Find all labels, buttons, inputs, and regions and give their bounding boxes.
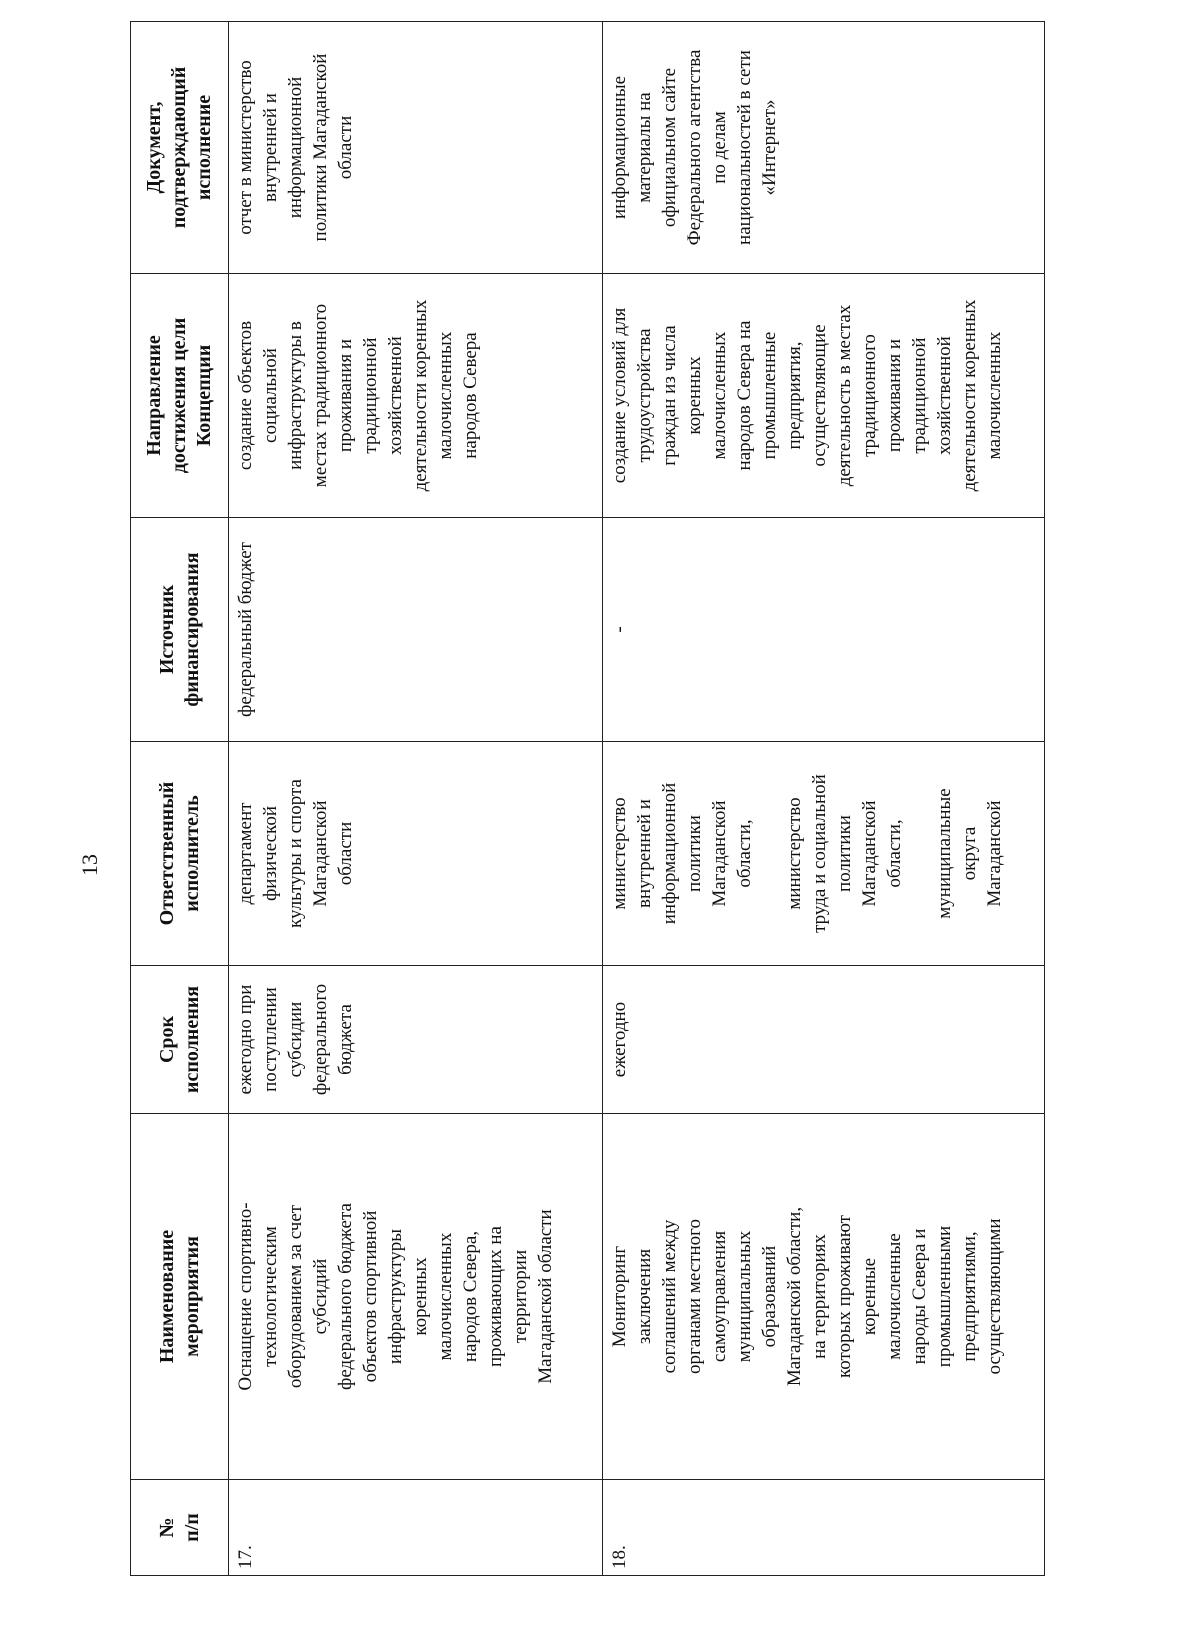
text-line: деятельности коренных <box>410 299 431 492</box>
header-direction <box>131 274 229 518</box>
text-line: традиционного <box>859 334 880 457</box>
text-line: труда и социальной <box>809 774 830 933</box>
row-17-term <box>229 966 603 1114</box>
text-line: мероприятия <box>180 1236 203 1357</box>
text-line: заключения <box>634 1248 655 1345</box>
text-line: местах традиционного <box>310 303 331 488</box>
text-line: поступлении <box>260 987 281 1092</box>
text-line: Магаданской области, <box>784 1206 805 1387</box>
text-line: предприятиями, <box>959 1231 980 1362</box>
text-line: инфраструктуры <box>385 1228 406 1365</box>
table-row <box>603 22 1045 1576</box>
text-line: Оснащение спортивно- <box>235 1202 256 1391</box>
text-line: области, <box>734 819 755 888</box>
header-name <box>131 1114 229 1480</box>
text-line: традиционной <box>909 337 930 454</box>
text-line: физической <box>260 806 281 901</box>
text-line: создание условий для <box>609 307 630 484</box>
text-line: Ответственный <box>155 781 178 926</box>
text-line: официальном сайте <box>659 67 680 228</box>
text-line: области <box>335 115 356 180</box>
text-line: исполнение <box>193 94 215 201</box>
text-line: Магаданской <box>984 800 1005 907</box>
text-line: Документ, <box>143 101 165 194</box>
text-line: осуществляющие <box>809 324 830 467</box>
text-line: Магаданской области <box>535 1209 556 1384</box>
text-line: традиционной <box>360 337 381 454</box>
text-line: соглашений между <box>659 1219 680 1374</box>
text-line: федерального <box>310 983 331 1096</box>
table-header-row <box>131 22 229 1576</box>
text-line: информационные <box>609 75 630 220</box>
text-line: внутренней и <box>634 799 655 908</box>
row-17-direction <box>229 274 603 518</box>
text-line: культуры и спорта <box>285 779 306 928</box>
row-18-funding <box>603 518 1045 742</box>
row-18-responsible-ministry-internal <box>607 748 757 959</box>
text-line: бюджета <box>335 1004 356 1075</box>
row-18-term <box>603 966 1045 1114</box>
text-line: малочисленных <box>435 331 456 460</box>
text-line: которых проживают <box>834 1215 855 1378</box>
text-line: отчет в министерство <box>235 60 256 235</box>
header-document <box>131 22 229 274</box>
text-line: народов Севера, <box>460 1230 481 1363</box>
text-line: осуществляющими <box>984 1218 1005 1375</box>
row-17-responsible <box>229 742 603 966</box>
text-line: проживания и <box>884 338 905 453</box>
row-18-document <box>603 22 1045 274</box>
header-num <box>131 1480 229 1576</box>
text-line: предприятия, <box>784 341 805 450</box>
text-line: малочисленных <box>984 331 1005 460</box>
row-17-document <box>229 22 603 274</box>
text-line: хозяйственной <box>934 336 955 455</box>
text-line: Наименование <box>155 1229 178 1364</box>
text-line: департамент <box>235 802 256 905</box>
text-line: объектов спортивной <box>360 1210 381 1383</box>
page-number: 13 <box>77 854 102 876</box>
text-line: субсидии <box>285 1001 306 1078</box>
text-line: политики <box>834 815 855 892</box>
row-18-responsible-municipal <box>932 748 1007 959</box>
text-line: округа <box>959 826 980 881</box>
text-line: Федерального агентства <box>684 49 705 246</box>
table-row <box>229 22 603 1576</box>
text-line: социальной <box>260 348 281 443</box>
text-line: подтверждающий <box>168 66 190 229</box>
text-line: информационной <box>285 76 306 219</box>
text-line: ежегодно при <box>235 984 256 1095</box>
text-line: деятельности коренных <box>959 299 980 492</box>
text-line: ежегодно <box>609 1001 630 1078</box>
text-line: п/п <box>180 1513 203 1542</box>
text-line: малочисленных <box>435 1232 456 1361</box>
text-line: по делам <box>709 111 730 184</box>
text-line: территории <box>510 1249 531 1344</box>
row-17-name <box>229 1114 603 1480</box>
text-line: народы Севера и <box>909 1228 930 1365</box>
text-line: федерального бюджета <box>335 1203 356 1390</box>
text-line: информационной <box>659 782 680 925</box>
spacer <box>907 748 932 959</box>
text-line: муниципальных <box>734 1230 755 1363</box>
text-line: народов Севера <box>460 332 481 459</box>
text-line: Концепции <box>193 344 215 447</box>
text-line: внутренней и <box>260 93 281 202</box>
text-line: министерство <box>784 797 805 910</box>
text-line: органами местного <box>684 1219 705 1374</box>
text-line: Срок <box>155 1015 178 1064</box>
text-line: граждан из числа <box>659 325 680 466</box>
row-18-num: 18. <box>603 1480 1045 1576</box>
text-line: на территориях <box>809 1234 830 1359</box>
text-line: Мониторинг <box>609 1245 630 1348</box>
text-line: образований <box>759 1245 780 1348</box>
text-line: промышленные <box>759 331 780 460</box>
text-line: инфраструктуры в <box>285 321 306 470</box>
row-18-responsible <box>603 742 1045 966</box>
text-line: трудоустройства <box>634 328 655 463</box>
text-line: коренных <box>410 1257 431 1336</box>
text-line: финансирования <box>180 552 203 707</box>
text-line: Магаданской <box>859 800 880 907</box>
text-line: политики <box>684 815 705 892</box>
measures-table <box>130 21 1045 1576</box>
text-line: материалы на <box>634 92 655 203</box>
text-line: проживания и <box>335 338 356 453</box>
text-line: федеральный бюджет <box>235 542 256 717</box>
text-line: исполнитель <box>180 795 203 912</box>
row-17-funding <box>229 518 603 742</box>
header-term <box>131 966 229 1114</box>
text-line: оборудованием за счет <box>285 1204 306 1389</box>
text-line: Источник <box>155 584 178 675</box>
text-line: народов Севера на <box>734 320 755 471</box>
text-line: хозяйственной <box>385 336 406 455</box>
text-line: национальностей в сети <box>734 50 755 245</box>
row-18-name <box>603 1114 1045 1480</box>
text-line: № <box>155 1517 178 1538</box>
header-funding <box>131 518 229 742</box>
text-line: муниципальные <box>934 788 955 919</box>
measures-table-container <box>130 49 1044 1576</box>
text-line: деятельность в местах <box>834 304 855 487</box>
text-line: - <box>609 626 630 633</box>
text-line: Магаданской <box>709 800 730 907</box>
text-line: достижения цели <box>168 317 190 474</box>
text-line: министерство <box>609 797 630 910</box>
text-line: промышленными <box>934 1225 955 1368</box>
text-line: малочисленные <box>884 1233 905 1360</box>
text-line: области <box>335 821 356 886</box>
text-line: технологическим <box>260 1226 281 1367</box>
text-line: проживающих на <box>485 1226 506 1367</box>
row-17-num: 17. <box>229 1480 603 1576</box>
text-line: области, <box>884 819 905 888</box>
row-18-direction <box>603 274 1045 518</box>
text-line: Магаданской <box>310 800 331 907</box>
text-line: «Интернет» <box>759 99 780 196</box>
text-line: Направление <box>143 335 165 456</box>
text-line: создание объектов <box>235 320 256 471</box>
text-line: исполнения <box>180 985 203 1094</box>
text-line: малочисленных <box>709 331 730 460</box>
text-line: субсидий <box>310 1258 331 1335</box>
spacer <box>757 748 782 959</box>
text-line: коренные <box>859 1257 880 1336</box>
text-line: коренных <box>684 356 705 435</box>
text-line: политики Магаданской <box>310 53 331 242</box>
header-responsible <box>131 742 229 966</box>
text-line: самоуправления <box>709 1230 730 1363</box>
row-18-responsible-ministry-labour <box>782 748 907 959</box>
